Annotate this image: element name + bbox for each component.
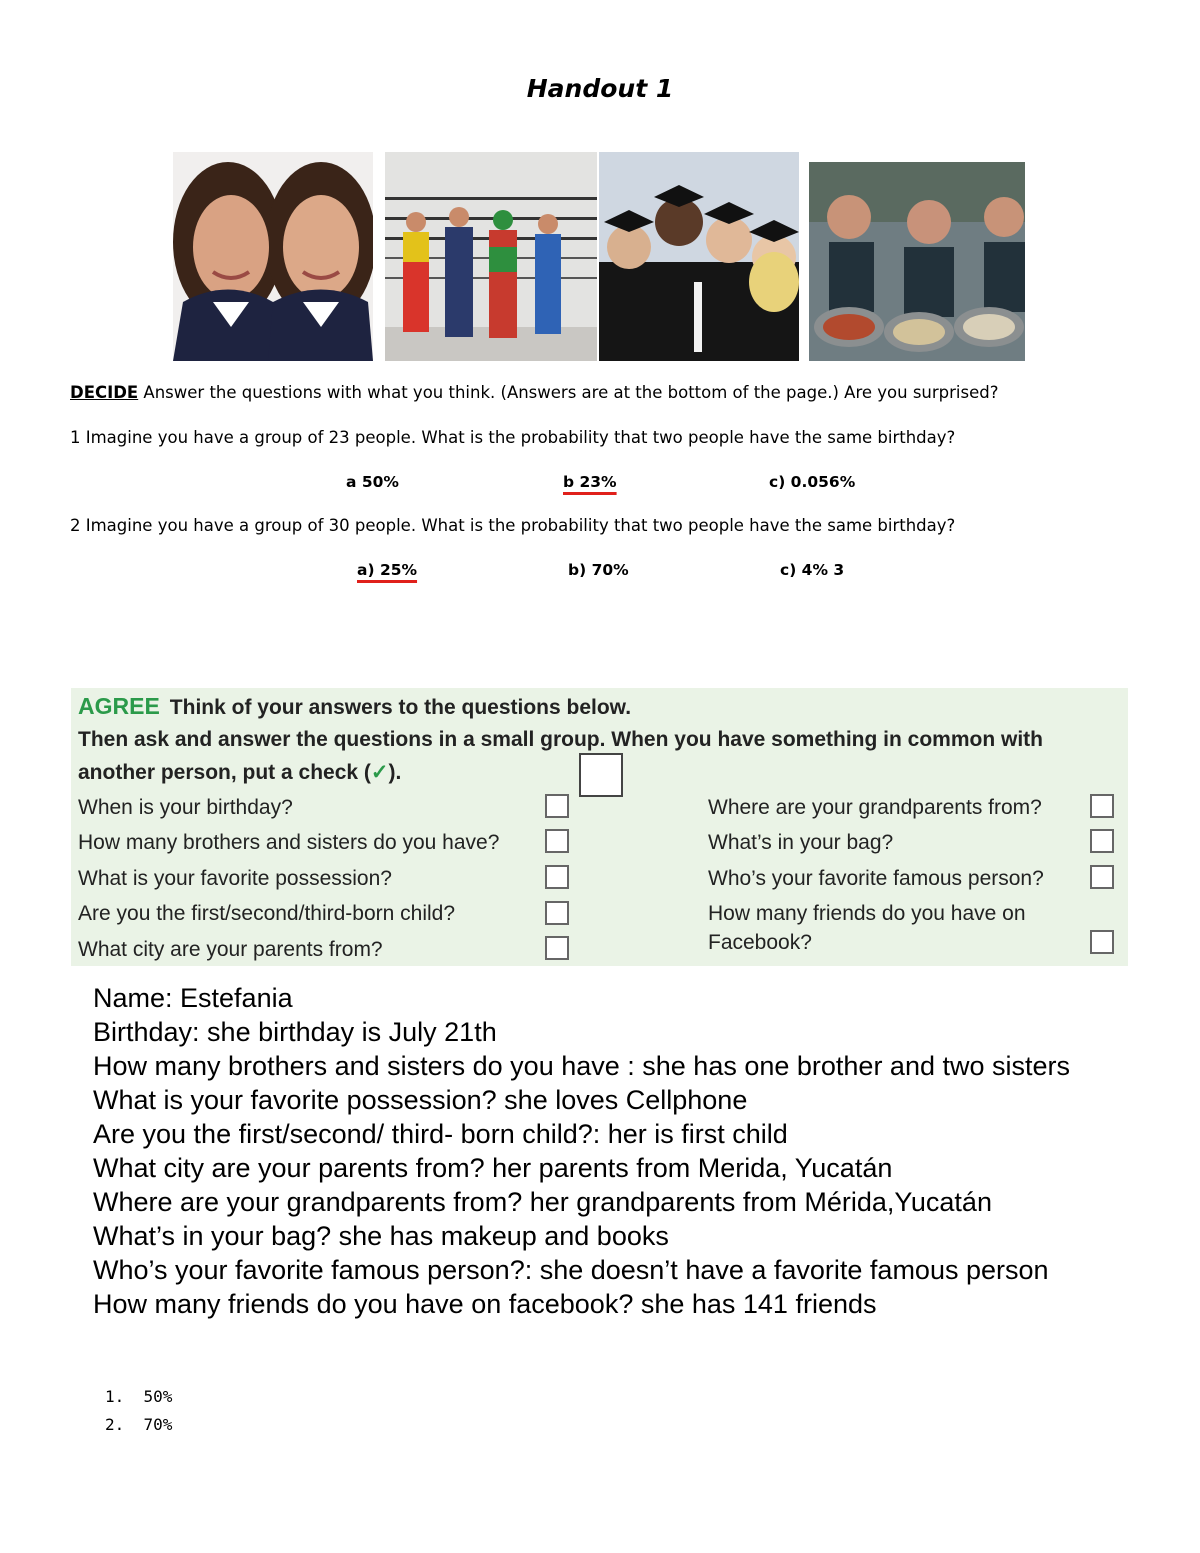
photo-superheroes-lineup [385, 152, 597, 361]
checkbox-parents-city[interactable] [545, 936, 569, 960]
checkmark-icon: ✓ [370, 761, 389, 784]
agree-line-3-pre: another person, put a check ( [78, 761, 371, 784]
answer-facebook: How many friends do you have on facebook? she has 141 friends [93, 1289, 877, 1319]
agree-keyword: AGREE [78, 693, 160, 719]
agree-question-famous-person: Who’s your favorite famous person? [708, 867, 1044, 890]
q1-option-a: a 50% [346, 473, 399, 491]
agree-question-birth-order: Are you the first/second/third-born child? [78, 902, 456, 925]
agree-question-facebook-line1: How many friends do you have on [708, 902, 1026, 925]
agree-line-1-text: Think of your answers to the questions below. [169, 696, 632, 719]
agree-panel [71, 688, 1128, 966]
agree-question-parents-city: What city are your parents from? [78, 938, 383, 961]
answer-grandparents: Where are your grandparents from? her grandparents from Mérida,Yucatán [93, 1187, 992, 1217]
q2-option-b: b) 70% [568, 561, 629, 579]
decide-keyword: DECIDE [70, 383, 139, 402]
answer-name: Name: Estefania [93, 983, 293, 1013]
checkbox-grandparents[interactable] [1090, 794, 1114, 818]
decide-instructions [70, 383, 998, 402]
question-1: 1 Imagine you have a group of 23 people. What is the probability that two people have the same birthday? [70, 428, 956, 447]
agree-line-2: Then ask and answer the questions in a small group. When you have something in common with [78, 728, 1043, 751]
answer-birthday: Birthday: she birthday is July 21th [93, 1017, 497, 1047]
answer-birth-order: Are you the first/second/ third- born child?: her is first child [93, 1119, 788, 1149]
photo-twin-girls [173, 152, 373, 361]
answer-possession: What is your favorite possession? she loves Cellphone [93, 1085, 748, 1115]
agree-line-1 [78, 693, 631, 720]
answer-bag: What’s in your bag? she has makeup and books [93, 1221, 669, 1251]
agree-question-possession: What is your favorite possession? [78, 867, 392, 890]
agree-question-bag: What’s in your bag? [708, 831, 894, 854]
agree-question-grandparents: Where are your grandparents from? [708, 796, 1042, 819]
decide-instructions-text: Answer the questions with what you think. (Answers are at the bottom of the page.) Are you surprised? [138, 383, 999, 402]
answer-famous-person: Who’s your favorite famous person?: she doesn’t have a favorite famous person [93, 1255, 1049, 1285]
checkbox-birthday[interactable] [545, 794, 569, 818]
q2-option-a-selected: a) 25% [357, 561, 418, 579]
agree-question-facebook-line2: Facebook? [708, 931, 812, 954]
answer-key-2-value: 70% [143, 1415, 173, 1434]
checkbox-birth-order[interactable] [545, 901, 569, 925]
answer-key-2 [105, 1415, 172, 1434]
question-2: 2 Imagine you have a group of 30 people. What is the probability that two people have the same birthday? [70, 516, 956, 535]
photo-strip [173, 152, 1025, 361]
q1-option-c: c) 0.056% [769, 473, 856, 491]
checkbox-bag[interactable] [1090, 829, 1114, 853]
agree-question-birthday: When is your birthday? [78, 796, 293, 819]
q2-option-c: c) 4% 3 [780, 561, 845, 579]
answer-parents-city: What city are your parents from? her parents from Merida, Yucatán [93, 1153, 893, 1183]
checkbox-famous-person[interactable] [1090, 865, 1114, 889]
handout-title: Handout 1 [526, 74, 674, 103]
checkbox-facebook[interactable] [1090, 930, 1114, 954]
answer-key-1-number: 1. [105, 1387, 125, 1406]
photo-cooks [809, 162, 1025, 361]
q1-option-b-selected: b 23% [563, 473, 617, 491]
answer-siblings: How many brothers and sisters do you have : she has one brother and two sisters [93, 1051, 1071, 1081]
checkbox-siblings[interactable] [545, 829, 569, 853]
answer-key-1-value: 50% [143, 1387, 173, 1406]
answers-block [93, 981, 1145, 1321]
agree-line-3 [78, 760, 401, 785]
agree-question-siblings: How many brothers and sisters do you have? [78, 831, 500, 854]
checkbox-possession[interactable] [545, 865, 569, 889]
photo-graduates [599, 152, 799, 361]
answer-key-2-number: 2. [105, 1415, 125, 1434]
large-checkbox[interactable] [579, 753, 623, 797]
agree-line-3-post: ). [388, 761, 402, 784]
answer-key-1 [105, 1387, 172, 1406]
